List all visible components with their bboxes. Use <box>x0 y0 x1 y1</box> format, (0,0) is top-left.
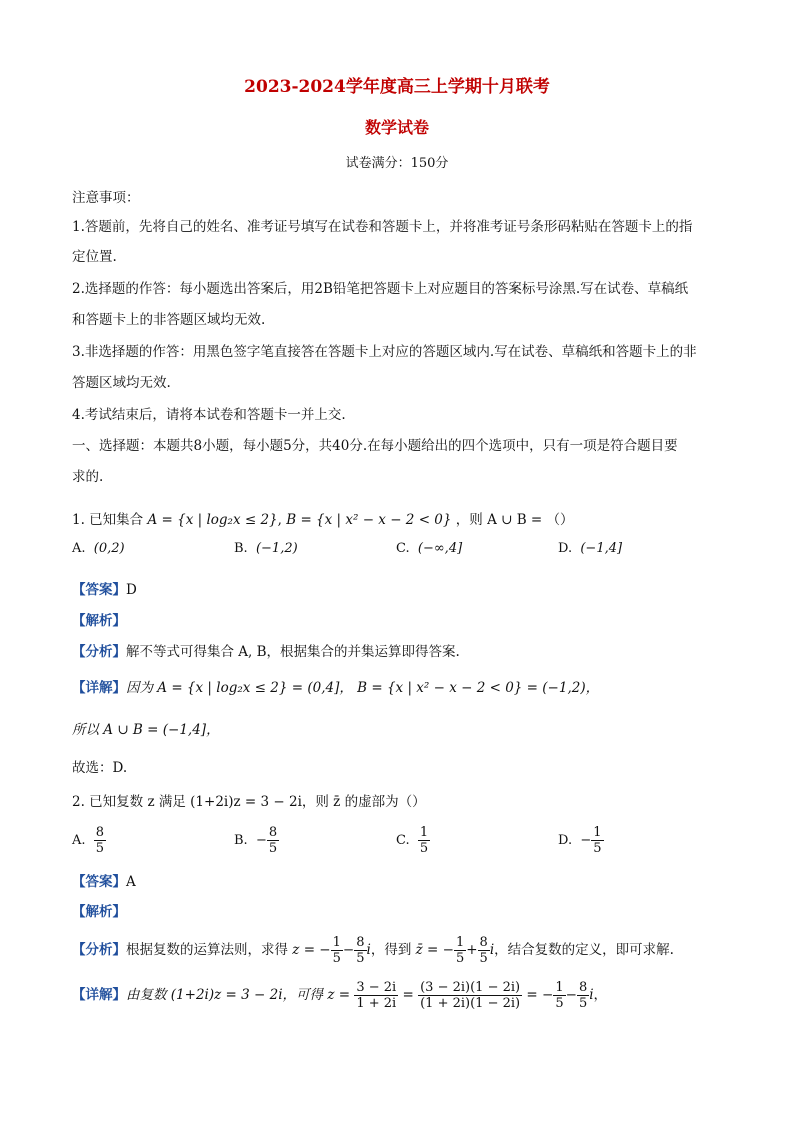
q1-sep: , <box>277 512 282 528</box>
q1-option-a: A. (0,2) <box>72 541 125 556</box>
notes-heading: 注意事项： <box>72 190 140 206</box>
exam-score: 试卷满分：150分 <box>345 156 449 171</box>
q2-option-a: A. $\frac{8}{5}$ <box>72 825 105 856</box>
q1-analysis-tag: 【解析】 <box>72 613 126 629</box>
q1-stem <box>72 508 574 528</box>
q2-analysis-tag: 【解析】 <box>72 904 126 920</box>
q2-option-d: D. − $\frac{1}{5}$ <box>558 825 602 856</box>
q1-choose: 故选：D. <box>72 760 128 776</box>
q1-xiangjie: 【详解】因为 A = {x | log₂x ≤ 2} = (0,4]， B = {x | x² − x − 2 < 0} = (−1,2)， <box>72 680 600 696</box>
note-2a: 2.选择题的作答：每小题选出答案后，用2B铅笔把答题卡上对应题目的答案标号涂黑.写在试卷、草稿纸 <box>72 281 689 297</box>
q2-answer: 【答案】A <box>72 874 136 890</box>
q2-stem: 2. 已知复数 z 满足 (1+2i)z = 3 − 2i，则 z̄ 的虚部为（） <box>72 794 426 810</box>
note-4: 4.考试结束后，请将本试卷和答题卡一并上交. <box>72 407 346 423</box>
q1-option-b: B. (−1,2) <box>234 541 298 556</box>
section-line-2: 求的. <box>72 469 104 485</box>
section-line-1: 一、选择题：本题共8小题，每小题5分，共40分.在每小题给出的四个选项中，只有一项是符合题目要 <box>72 438 678 454</box>
q2-xiangjie: 【详解】由复数 (1+2i)z = 3 − 2i，可得 z = $\frac{3 - 2i}{1 + 2i}$ = $\frac{(3 - 2i)(1 - 2i)}{(1 + 2i)(1 - 2i)}$ = − $\frac{1}{5}$ − $\frac{8}{5}$ i， <box>72 980 608 1011</box>
q1-set-a: A = {x | log₂x ≤ 2} <box>147 512 278 528</box>
q1-set-b: B = {x | x² − x − 2 < 0} <box>286 512 452 528</box>
note-3b: 答题区域均无效. <box>72 375 171 391</box>
note-3a: 3.非选择题的作答：用黑色签字笔直接答在答题卡上对应的答题区域内.写在试卷、草稿纸和答题卡上的非 <box>72 344 697 360</box>
exam-title: 2023-2024学年度高三上学期十月联考 <box>244 77 550 97</box>
q1-option-c: C. (−∞,4] <box>396 541 463 556</box>
note-1b: 定位置. <box>72 249 117 265</box>
q1-fenxi: 【分析】解不等式可得集合 A, B，根据集合的并集运算即得答案. <box>72 644 460 660</box>
q1-suffix: ，则 A ∪ B = （） <box>455 512 574 528</box>
note-1a: 1.答题前，先将自己的姓名、准考证号填写在试卷和答题卡上，并将准考证号条形码粘贴在答题卡上的指 <box>72 219 693 235</box>
q1-option-d: D. (−1,4] <box>558 541 623 556</box>
exam-subtitle: 数学试卷 <box>364 118 429 137</box>
q2-option-b: B. − $\frac{8}{5}$ <box>234 825 278 856</box>
q1-so: 所以 A ∪ B = (−1,4]， <box>72 722 220 738</box>
q2-option-c: C. $\frac{1}{5}$ <box>396 825 429 856</box>
q1-prefix: 1. 已知集合 <box>72 512 144 528</box>
q1-answer: 【答案】D <box>72 582 137 598</box>
note-2b: 和答题卡上的非答题区域均无效. <box>72 312 266 328</box>
q2-fenxi: 【分析】根据复数的运算法则，求得 z = − $\frac{1}{5}$ − $\frac{8}{5}$ i，得到 z̄ = − $\frac{1}{5}$ + $\frac{8}{5}$ i，结合复数的定义，即可求解. <box>72 935 674 966</box>
